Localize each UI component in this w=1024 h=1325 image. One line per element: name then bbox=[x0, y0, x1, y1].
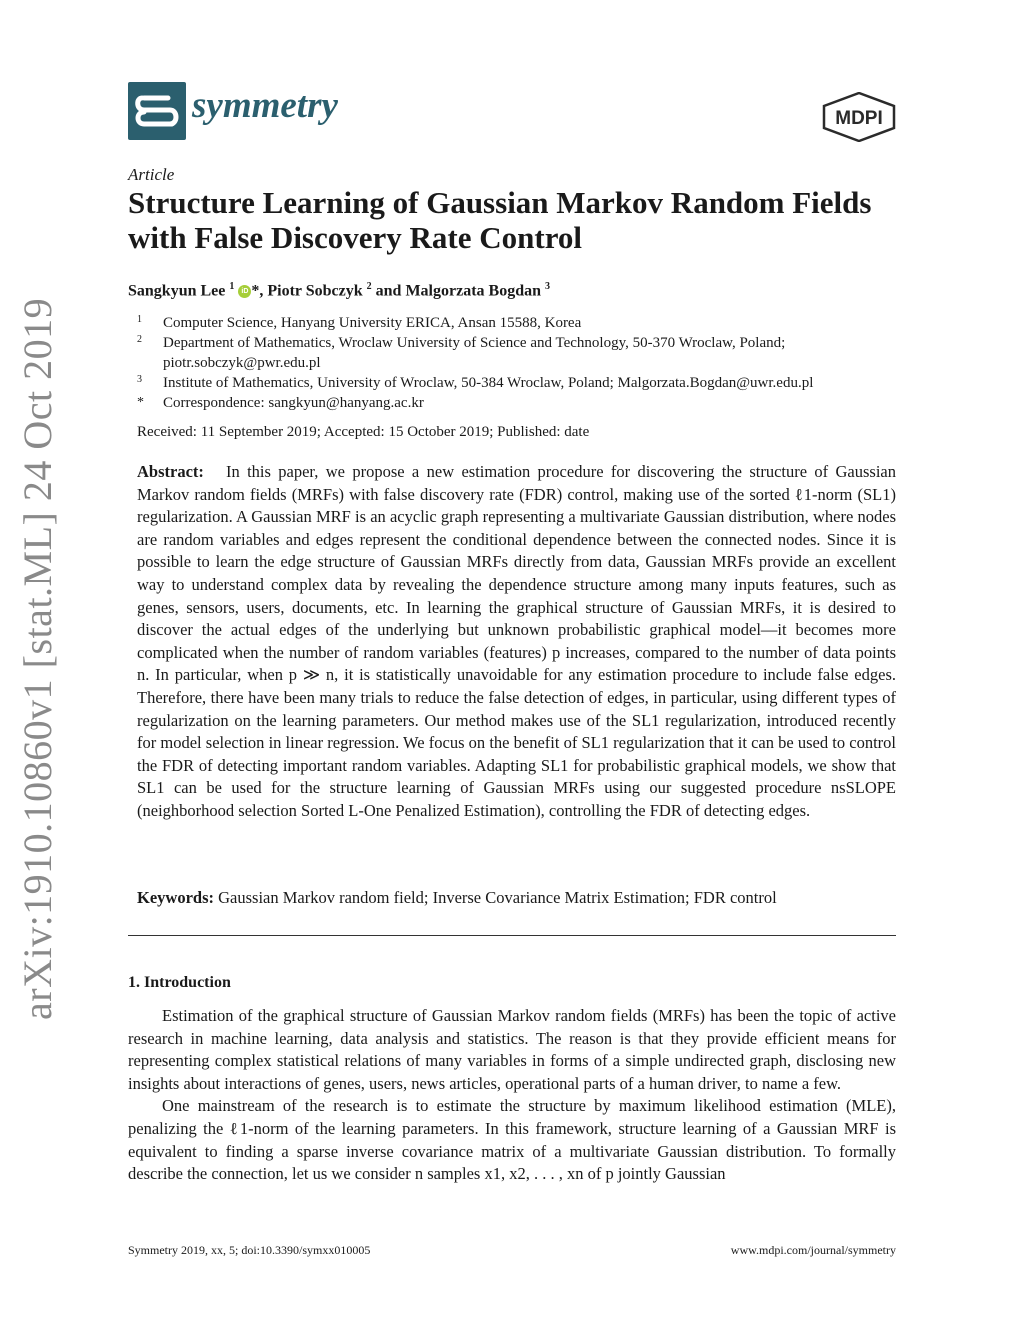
section-heading: 1. Introduction bbox=[128, 974, 231, 991]
abstract-label: Abstract: bbox=[137, 462, 204, 481]
correspondence-text: Correspondence: sangkyun@hanyang.ac.kr bbox=[163, 395, 424, 411]
affiliation-text: Institute of Mathematics, University of Wroclaw, 50-384 Wroclaw, Poland; Malgorzata.Bogdan@uwr.edu.pl bbox=[163, 375, 814, 391]
symmetry-logo-icon bbox=[128, 82, 186, 140]
journal-name: symmetry bbox=[192, 85, 338, 126]
author-name: Malgorzata Bogdan bbox=[405, 282, 541, 300]
affiliation-text: Department of Mathematics, Wroclaw University of Science and Technology, 50-370 Wroclaw, Poland; bbox=[163, 335, 786, 351]
mdpi-logo-icon bbox=[822, 92, 896, 142]
footer-url[interactable]: www.mdpi.com/journal/symmetry bbox=[730, 1243, 896, 1257]
article-type: Article bbox=[128, 165, 175, 184]
affiliation-mark: 1 bbox=[137, 314, 142, 325]
paragraph: One mainstream of the research is to estimate the structure by maximum likelihood estimation (MLE), penalizing the ℓ1-norm of the learning parameters. In this framework, structure learning of a Gaussian MRF is equivalent to finding a sparse inverse covariance matrix of a multivariate Gaussian distribution. To formally describe the connection, let us we consider n samples x1, x2, . . . , xn of p jointly Gaussian bbox=[128, 1096, 896, 1184]
publication-dates: Received: 11 September 2019; Accepted: 15 October 2019; Published: date bbox=[137, 424, 590, 440]
orcid-icon[interactable]: iD bbox=[238, 285, 251, 298]
affiliation-email[interactable]: piotr.sobczyk@pwr.edu.pl bbox=[163, 355, 321, 371]
paper-title: Structure Learning of Gaussian Markov Random Fields with False Discovery Rate Control bbox=[128, 185, 872, 255]
author-name: Piotr Sobczyk bbox=[267, 282, 363, 300]
paragraph: Estimation of the graphical structure of Gaussian Markov random fields (MRFs) has been the topic of active research in machine learning, data analysis and statistics. The reason is that they provide efficient means for representing complex statistical relations of many variables in forms of a simple undirected graph, disclosing new insights about interactions of genes, users, news articles, operational parts of a human driver, to name a few. bbox=[128, 1006, 896, 1093]
intro-body bbox=[128, 1005, 896, 1186]
abstract-text: In this paper, we propose a new estimation procedure for discovering the structure of Gaussian Markov random fields (MRFs) with false discovery rate (FDR) control, making use of the sorted ℓ1-norm (SL1) regularization. A Gaussian MRF is an acyclic graph representing a multivariate Gaussian distribution, where nodes are random variables and edges represent the conditional dependence between the connected nodes. Since it is possible to learn the edge structure of Gaussian MRFs directly from data, Gaussian MRFs provide an excellent way to understand complex data by revealing the dependence structure among many inputs features, such as genes, sensors, users, documents, etc. In learning the graphical structure of Gaussian MRFs, it is desired to discover the actual edges of the underlying but unknown probabilistic graphical model—it becomes more complicated when the number of random variables (features) p increases, compared to the number of data points n. In particular, when p ≫ n, it is statistically unavoidable for any estimation procedure to include false edges. Therefore, there have been many trials to reduce the false detection of edges, in particular, using different types of regularization on the learning parameters. Our method makes use of the SL1 regularization, introduced recently for model selection in linear regression. We focus on the benefit of SL1 regularization that it can be used to control the FDR of detecting important random variables. Adapting SL1 for probabilistic graphical models, we show that SL1 can be used for the structure learning of Gaussian MRFs using our suggested procedure nsSLOPE (neighborhood selection Sorted L-One Penalized Estimation), controlling the FDR of detecting edges. bbox=[137, 462, 896, 820]
author-conjunction: and bbox=[375, 282, 402, 300]
divider bbox=[128, 935, 896, 936]
keywords-label: Keywords: bbox=[137, 888, 214, 907]
author-list bbox=[128, 281, 550, 300]
author-sup: 1 bbox=[229, 281, 235, 292]
affiliation-mark: * bbox=[137, 395, 144, 410]
affiliation-mark: 2 bbox=[137, 334, 142, 345]
publisher-name: MDPI bbox=[835, 108, 883, 129]
keywords bbox=[137, 888, 896, 908]
correspondence-mark: *, bbox=[251, 282, 264, 300]
author-sup: 2 bbox=[366, 281, 372, 292]
footer-citation: Symmetry 2019, xx, 5; doi:10.3390/symxx010005 bbox=[128, 1243, 371, 1257]
author-sup: 3 bbox=[544, 281, 550, 292]
abstract bbox=[137, 461, 896, 823]
affiliation-text: Computer Science, Hanyang University ERICA, Ansan 15588, Korea bbox=[163, 315, 582, 331]
keywords-text: Gaussian Markov random field; Inverse Covariance Matrix Estimation; FDR control bbox=[218, 888, 777, 907]
author-name: Sangkyun Lee bbox=[128, 282, 226, 300]
affiliation-mark: 3 bbox=[137, 374, 142, 385]
arxiv-stamp: arXiv:1910.10860v1 [stat.ML] 24 Oct 2019 bbox=[15, 297, 60, 1020]
